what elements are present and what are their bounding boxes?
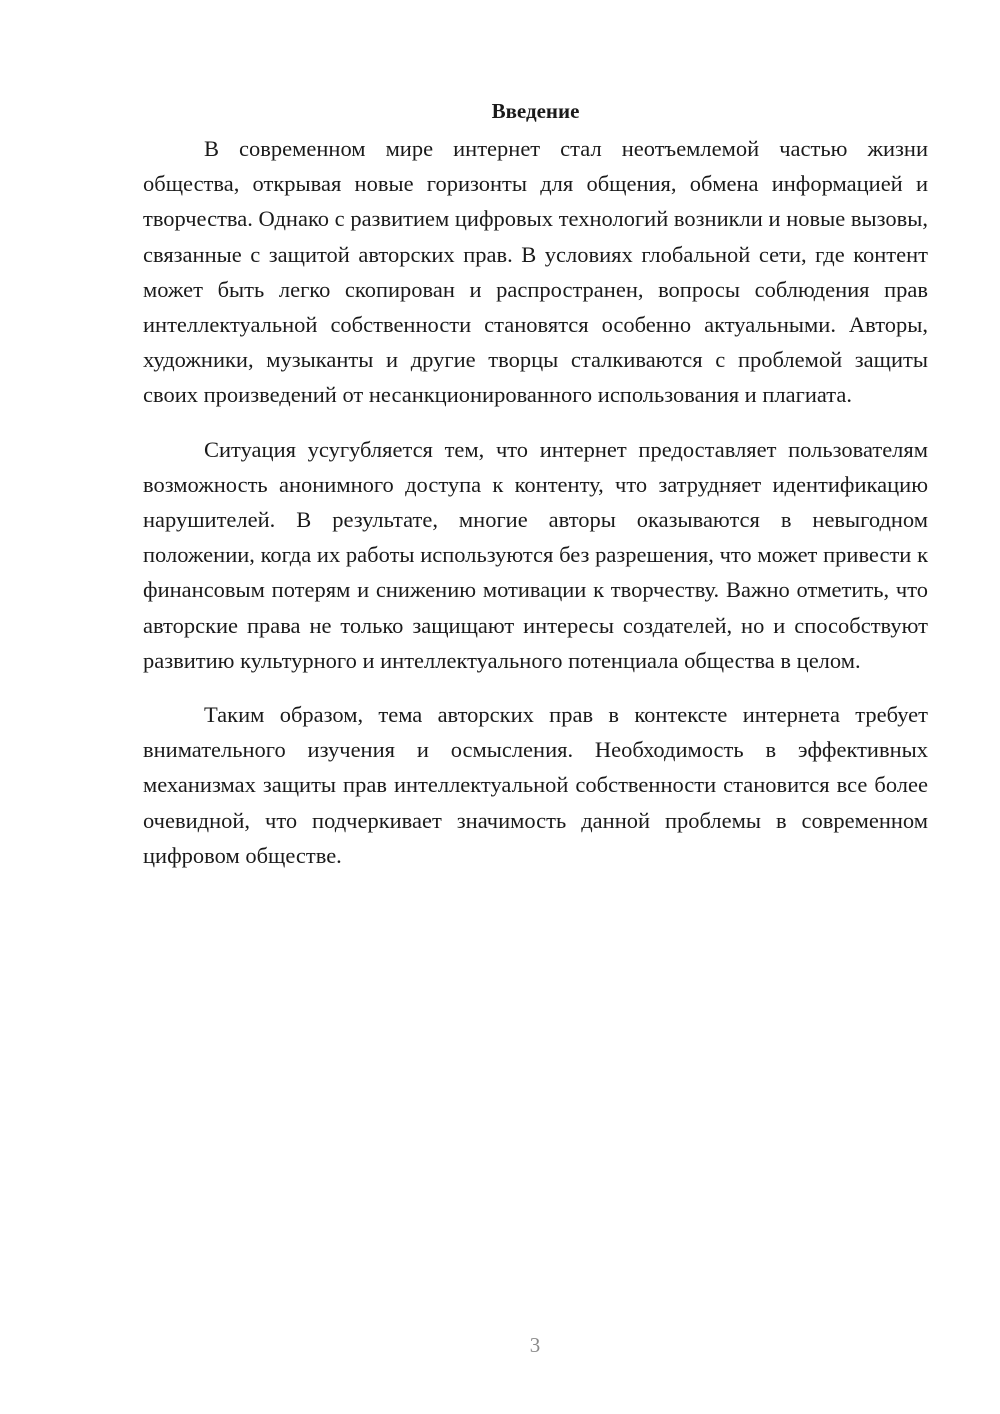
section-heading: Введение — [491, 99, 580, 123]
document-body — [143, 96, 928, 892]
paragraph-3: Таким образом, тема авторских прав в контексте интернета требует внимательного изучения и осмысления. Необходимость в эффективных механизмах защиты прав интеллектуальной собственности становится все более очевидной, что подчеркивает значимость данной проблемы в современном цифровом обществе. — [143, 702, 928, 868]
paragraph-2: Ситуация усугубляется тем, что интернет предоставляет пользователям возможность анонимного доступа к контенту, что затрудняет идентификацию нарушителей. В результате, многие авторы оказываются в невыгодном положении, когда их работы используются без разрешения, что может привести к финансовым потерям и снижению мотивации к творчеству. Важно отметить, что авторские права не только защищают интересы создателей, но и способствуют развитию культурного и интеллектуального потенциала общества в целом. — [143, 436, 928, 673]
paragraph-1: В современном мире интернет стал неотъемлемой частью жизни общества, открывая новые горизонты для общения, обмена информацией и творчества. Однако с развитием цифровых технологий возникли и новые вызовы, связанные с защитой авторских прав. В условиях глобальной сети, где контент может быть легко скопирован и распространен, вопросы соблюдения прав интеллектуальной собственности становятся особенно актуальными. Авторы, художники, музыканты и другие творцы сталкиваются с проблемой защиты своих произведений от несанкционированного использования и плагиата. — [143, 136, 928, 408]
page-number: 3 — [529, 1333, 541, 1357]
